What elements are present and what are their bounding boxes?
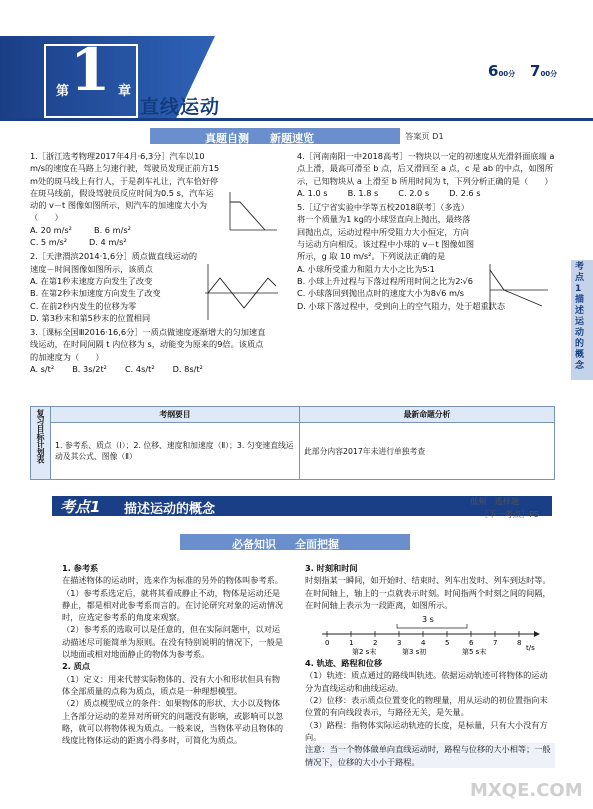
option: C. 5 m/s²	[30, 237, 68, 248]
section2-title-a: 必备知识	[232, 538, 276, 551]
timeline-arrow	[534, 631, 540, 637]
timeline-tick-label: 3	[397, 639, 402, 647]
option: B. 3s/2t²	[72, 364, 107, 375]
option: D. 小球下落过程中，受到向上的空气阻力，处于超重状态	[297, 300, 506, 311]
question-3	[30, 326, 270, 375]
option: D. 第3秒末和第5秒末的位置相同	[30, 312, 151, 323]
timeline-tick-label: 6	[469, 639, 474, 647]
body-left	[62, 562, 287, 746]
chapter-title: 直线运动	[140, 96, 221, 118]
kp-next-link[interactable]: ［下一考点］P5	[480, 509, 540, 519]
question-1-options-2	[30, 236, 270, 248]
paragraph: （2）质点模型成立的条件：如果物体的形状、大小以及物体上各部分运动的差异对所研究的问题没有影响，或影响可以忽略，就可以将物体视为质点。一般来说，当物体平动且物体的线度比物体运动的距离小得多时，可简化为质点。	[62, 698, 284, 746]
watermark: MXQE.COM	[470, 780, 583, 801]
chapter-number: 1	[70, 36, 111, 104]
review-col-1: 考纲要目	[51, 407, 300, 423]
paragraph: （1）定义：用来代替实际物体的、没有大小和形状但具有物体全部质量的点称为质点，质点是一种理想模型。	[62, 673, 281, 696]
section-title-b: 新题速览	[270, 132, 314, 145]
body-right	[305, 562, 555, 768]
review-cell-1: 1. 参考系、质点（Ⅰ）；2. 位移、速度和加速度（Ⅱ）；3. 匀变速直线运动及其公式、图像（Ⅱ）	[51, 423, 300, 480]
q2-vt-graph	[200, 262, 280, 324]
option: B. 1.8 s	[347, 187, 379, 198]
timeline-tick-label: 7	[493, 639, 498, 647]
option: C. 小球落回到抛出点时的速度大小为8√6 m/s	[297, 288, 464, 299]
review-col-2: 最新命题分析	[300, 407, 555, 423]
option: A. 1.0 s	[297, 187, 328, 198]
section-title-a: 真题自测	[205, 132, 249, 145]
option: D. 2.6 s	[449, 187, 481, 198]
timeline-label-top: 3 s	[422, 615, 434, 624]
paragraph: （2）参考系的选取可以是任意的，但在实际问题中，以对运动描述尽可能简单为原则。在没有特别说明的情况下，一般是以地面或相对地面静止的物体为参考系。	[62, 624, 284, 660]
review-side-label: 复习目标计划表	[31, 407, 51, 480]
timeline-tick-label: 8	[517, 639, 522, 647]
option: B. 小球上升过程与下落过程所用时间之比为2∶√6	[297, 275, 473, 286]
option: C. 4s/t²	[124, 364, 155, 375]
kp-tag-type: 选择题	[494, 496, 520, 506]
q5-vt-graph	[482, 262, 550, 312]
option: A. 20 m/s²	[30, 224, 72, 235]
question-3-options	[30, 363, 270, 375]
kp-tag-frequency: 低频	[470, 496, 487, 506]
header-rule	[0, 118, 593, 121]
option: B. 6 m/s²	[93, 224, 131, 235]
question-4-options	[297, 187, 555, 199]
option: D. 8s/t²	[172, 364, 203, 375]
section2-title-b: 全面把握	[295, 538, 339, 551]
option: D. 4 m/s²	[89, 237, 127, 248]
question-1-text: 1.［浙江选考物理2017年4月·6,3分］汽车以10 m/s的速度在马路上匀速行驶，驾驶员发现正前方15 m处的斑马线上有行人，于是刹车礼让，汽车恰好停在斑马线前，假设驾驶员反应时间为0.5 s，汽车运动的 v－t 图像如图所示，则汽车的加速度大小为（ ）	[30, 151, 220, 223]
paragraph: （1）轨迹：质点通过的路线叫轨迹。依据运动轨迹可将物体的运动分为直线运动和曲线运动。	[305, 670, 548, 693]
score-badge-b: 700分	[530, 62, 558, 80]
timeline-tick-label: 4	[421, 639, 426, 647]
question-2-text: 2.［天津渭滨2014·1,6分］质点做直线运动的速度－时间图像如图所示，该质点	[30, 251, 198, 274]
review-table	[30, 406, 555, 480]
note: 注意：当一个物体做单向直线运动时，路程与位移的大小相等；一般情况下，位移的大小小于路程。	[305, 743, 555, 768]
kp-label: 考点1	[60, 498, 101, 516]
option: C. 2.0 s	[398, 187, 430, 198]
option: C. 在前2秒内发生的位移为零	[30, 300, 137, 311]
timeline-label-c: 第5 s末	[462, 648, 487, 656]
question-3-text: 3.［课标全国Ⅲ2016·16,6分］一质点做速度逐渐增大的匀加速直线运动，在时间间隔 t 内位移为 s，动能变为原来的9倍。该质点的加速度为（ ）	[30, 327, 266, 362]
timeline-unit: t/s	[526, 644, 535, 652]
heading-displacement: 4. 轨迹、路程和位移	[305, 658, 383, 669]
timeline-tick-label: 0	[325, 639, 330, 647]
timeline-tick-label: 1	[349, 639, 354, 647]
heading-time: 3. 时刻和时间	[305, 563, 358, 573]
question-5-text: 5.［辽宁省实验中学等五校2018联考］（多选）将一个质量为1 kg的小球竖直向上抛出，最终落回抛出点，运动过程中所受阻力大小恒定，方向与运动方向相反。该过程中小球的 v－t 图像如图所示，g 取 10 m/s²。下列说法正确的是	[297, 202, 475, 262]
option: A. 小球所受重力和阻力大小之比为5∶1	[297, 263, 435, 274]
answer-ref: 答案页 D1	[405, 131, 444, 141]
option: A. 在第1秒末速度方向发生了改变	[30, 275, 153, 286]
timeline-figure	[312, 610, 542, 656]
paragraph: 时刻指某一瞬间，如开始时、结束时、列车出发时、列车到达时等。在时间轴上，轴上的一点就表示时刻。时间指两个时刻之间的间隔，在时间轴上表示为一段距离，如图所示。	[305, 575, 551, 610]
option: B. 在第2秒末加速度方向发生了改变	[30, 288, 161, 299]
paragraph: （2）位移：表示质点位置变化的物理量，用从运动的初位置指向末位置的有向线段表示，与路径无关，是矢量。	[305, 695, 548, 718]
score-badge-a: 600分	[488, 62, 516, 80]
chapter-prefix: 第	[56, 84, 70, 99]
timeline-label-b: 第3 s初	[402, 648, 427, 656]
paragraph: （1）参考系选定后，就将其看成静止不动，物体是运动还是静止，都是相对此参考系而言的。在讨论研究对象的运动情况时，应选定参考系的角度来观察。	[62, 587, 284, 623]
kp-tags	[470, 495, 519, 507]
timeline-tick-label: 2	[373, 639, 378, 647]
question-4-text: 4.［河南南阳一中2018高考］一物块以一定的初速度从光滑斜面底端 a 点上滑，最高可滑至 b 点，后又滑回至 a 点，c 是 ab 的中点，如图所示，已知物块从 a 上滑至 b 所用时间为 t，下列分析正确的是（ ）	[297, 151, 555, 186]
paragraph: 在描述物体的运动时，选来作为标准的另外的物体叫参考系。	[62, 575, 284, 586]
question-4	[297, 150, 555, 199]
chapter-suffix: 章	[118, 84, 132, 99]
timeline-label-a: 第2 s末	[352, 648, 377, 656]
side-tab-text: 考点1 描述运动的概念	[575, 262, 585, 371]
paragraph: （3）路程：指物体实际运动轨迹的长度，是标量，只有大小没有方向。	[305, 719, 548, 742]
heading-particle: 2. 质点	[62, 661, 91, 672]
heading-reference-frame: 1. 参考系	[62, 563, 99, 573]
kp-title: 描述运动的概念	[124, 502, 216, 517]
option: A. s/t²	[30, 364, 55, 375]
review-cell-2: 此部分内容2017年未进行单独考查	[300, 423, 555, 480]
timeline-tick-label: 5	[445, 639, 450, 647]
timeline-bracket	[397, 624, 467, 628]
q1-vt-graph	[225, 190, 280, 235]
